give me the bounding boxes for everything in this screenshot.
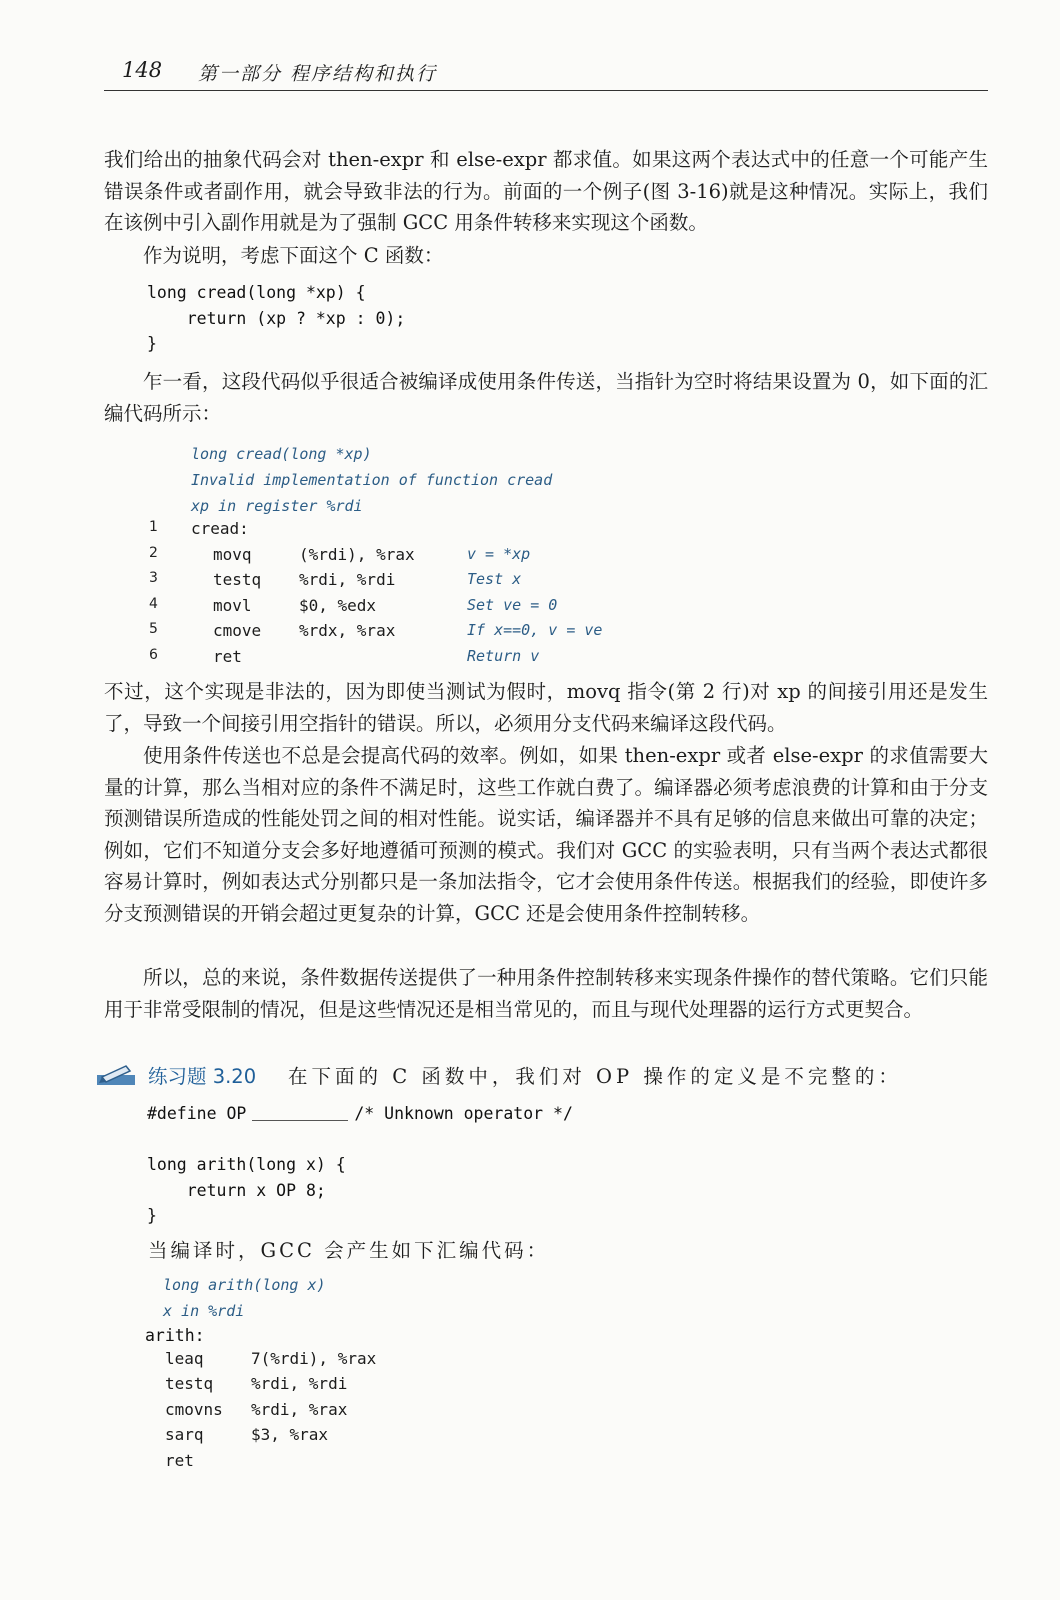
asm-instr: sarq <box>165 1425 204 1444</box>
asm-instr: cread: <box>191 519 249 538</box>
paragraph-example-intro: 作为说明，考虑下面这个 C 函数： <box>143 244 444 267</box>
page-header <box>104 56 988 91</box>
asm-instr: cmove <box>213 621 262 640</box>
line-number: 2 <box>149 545 158 561</box>
paragraph-compile: 当编译时，GCC 会产生如下汇编代码： <box>148 1239 550 1262</box>
asm-inline-comment: Set ve = 0 <box>467 596 558 614</box>
asm-inline-comment: v = *xp <box>467 545 531 563</box>
asm-comment-1: long arith(long x) <box>163 1276 326 1294</box>
running-title: 第一部分 程序结构和执行 <box>198 63 438 85</box>
asm-row <box>145 1451 745 1476</box>
page-number: 148 <box>122 58 163 82</box>
asm-label: arith: <box>145 1326 205 1345</box>
asm-instr: testq <box>165 1374 214 1393</box>
define-prefix: #define OP <box>147 1104 247 1123</box>
asm-row <box>145 1349 745 1374</box>
asm-instr: movl <box>213 596 252 615</box>
asm-arith-listing <box>145 1273 645 1483</box>
asm-comment-1: long cread(long *xp) <box>191 445 372 463</box>
paragraph-efficiency: 使用条件传送也不总是会提高代码的效率。例如，如果 then-expr 或者 else-expr 的求值需要大量的计算，那么当相对应的条件不满足时，这些工作就白费了。编译器必须考虑浪费的计算和由于分支预测错误所造成的性能处罚之间的相对性能。说实话，编译器并不具有足够的信息来做出可靠的决定；例如，它们不知道分支会多好地遵循可预测的模式。我们对 GCC 的实验表明，只有当两个表达式都很容易计算时，例如表达式分别都只是一条加法指令，它才会使用条件传送。根据我们的经验，即使许多分支预测错误的开销会超过更复杂的计算，GCC 还是会使用条件控制转移。 <box>104 744 988 925</box>
asm-inline-comment: Return v <box>467 647 540 665</box>
asm-row <box>145 1400 745 1425</box>
code-arith: long arith(long x) { return x OP 8; } <box>147 1155 346 1225</box>
asm-inline-comment: Test x <box>467 570 522 588</box>
asm-row <box>149 519 791 544</box>
asm-ops: 7(%rdi), %rax <box>251 1349 377 1368</box>
line-number: 4 <box>149 596 158 612</box>
line-number: 5 <box>149 621 158 637</box>
asm-instr: movq <box>213 545 252 564</box>
blank-operator <box>252 1104 348 1121</box>
asm-instr: testq <box>213 570 262 589</box>
asm-ops: %rdi, %rax <box>251 1400 348 1419</box>
asm-ops: %rdi, %rdi <box>299 570 396 589</box>
asm-comment-2: x in %rdi <box>163 1302 245 1320</box>
asm-row <box>149 621 791 646</box>
asm-instr: cmovns <box>165 1400 223 1419</box>
asm-row <box>149 596 791 621</box>
define-comment: /* Unknown operator */ <box>354 1104 573 1123</box>
code-cread: long cread(long *xp) { return (xp ? *xp : 0); } <box>147 283 406 353</box>
exercise-text: 在下面的 C 函数中，我们对 OP 操作的定义是不完整的： <box>288 1065 902 1088</box>
asm-instr: ret <box>165 1451 194 1470</box>
asm-row <box>145 1374 745 1399</box>
paragraph-illegal: 不过，这个实现是非法的，因为即使当测试为假时，movq 指令(第 2 行)对 xp 的间接引用还是发生了，导致一个间接引用空指针的错误。所以，必须用分支代码来编译这段代码。 <box>104 680 988 735</box>
asm-ops: %rdi, %rdi <box>251 1374 348 1393</box>
exercise-label: 练习题 3.20 <box>148 1065 257 1088</box>
line-number: 6 <box>149 647 158 663</box>
asm-instr: leaq <box>165 1349 204 1368</box>
paragraph-summary: 所以，总的来说，条件数据传送提供了一种用条件控制转移来实现条件操作的替代策略。它们只能用于非常受限制的情况，但是这些情况还是相当常见的，而且与现代处理器的运行方式更契合。 <box>104 966 988 1021</box>
asm-ops: (%rdi), %rax <box>299 545 415 564</box>
asm-row <box>149 545 791 570</box>
asm-comment-3: xp in register %rdi <box>191 497 363 515</box>
pencil-exercise-icon <box>96 1063 138 1087</box>
asm-inline-comment: If x==0, v = ve <box>467 621 603 639</box>
line-number: 3 <box>149 570 158 586</box>
asm-instr: ret <box>213 647 242 666</box>
asm-cread-listing <box>149 442 791 672</box>
code-define <box>147 1101 573 1127</box>
asm-ops: %rdx, %rax <box>299 621 396 640</box>
paragraph-cmov-guess: 乍一看，这段代码似乎很适合被编译成使用条件传送，当指针为空时将结果设置为 0，如下面的汇编代码所示： <box>104 370 988 425</box>
line-number: 1 <box>149 519 158 535</box>
asm-row <box>149 570 791 595</box>
paragraph-intro: 我们给出的抽象代码会对 then-expr 和 else-expr 都求值。如果这两个表达式中的任意一个可能产生错误条件或者副作用，就会导致非法的行为。前面的一个例子(图 3-16)就是这种情况。实际上，我们在该例中引入副作用就是为了强制 GCC 用条件转移来实现这个函数。 <box>104 148 988 234</box>
exercise-heading <box>96 1061 988 1091</box>
asm-ops: $0, %edx <box>299 596 377 615</box>
asm-comment-2: Invalid implementation of function cread <box>191 471 553 489</box>
asm-ops: $3, %rax <box>251 1425 329 1444</box>
asm-row <box>145 1425 745 1450</box>
asm-row <box>149 647 791 672</box>
